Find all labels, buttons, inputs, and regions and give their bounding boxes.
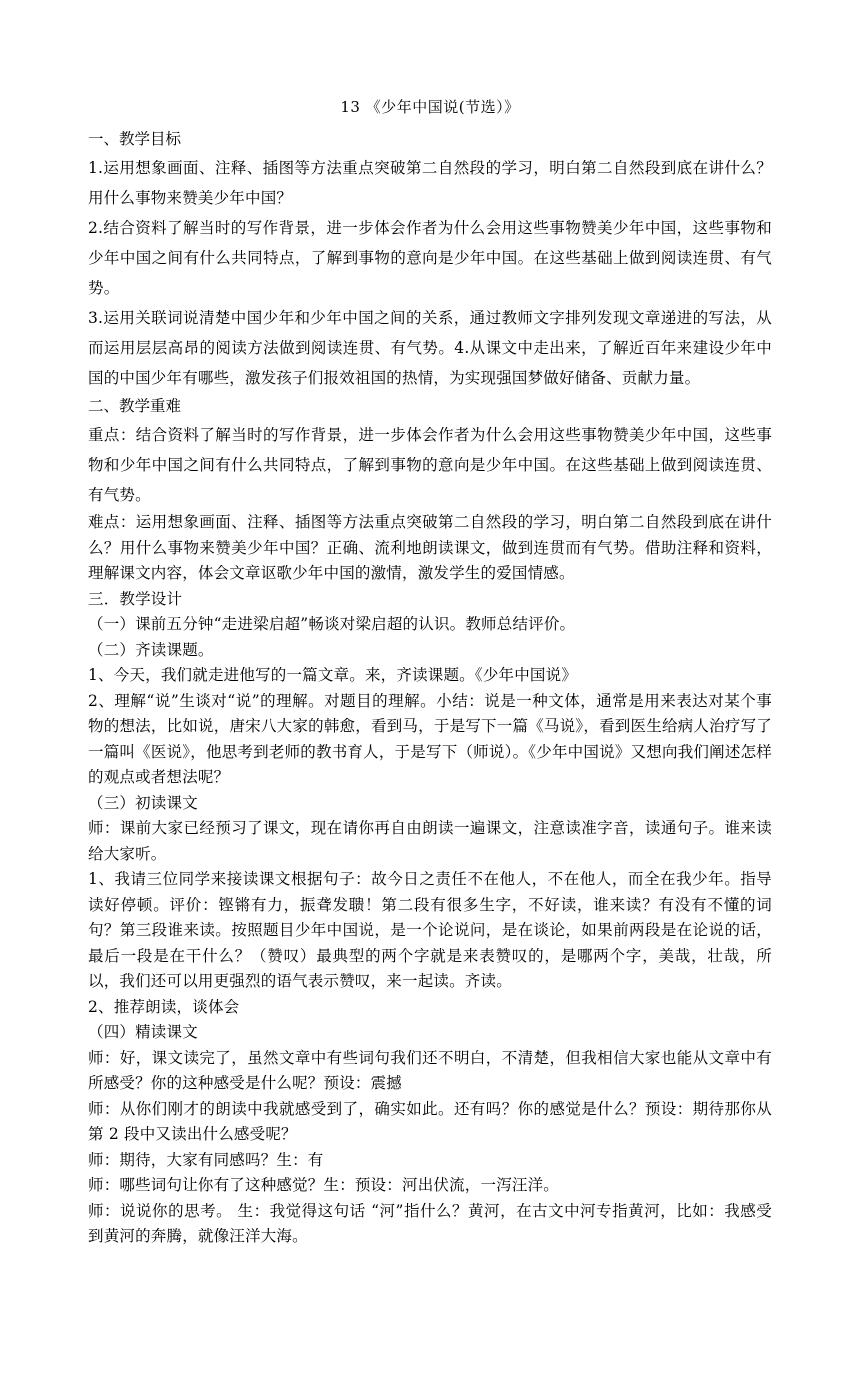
goal-paragraph-1: 1.运用想象画面、注释、插图等方法重点突破第二自然段的学习，明白第二自然段到底在讲什么？用什么事物来赞美少年中国？ xyxy=(88,159,772,207)
goal-paragraph-2: 2.结合资料了解当时的写作背景，进一步体会作者为什么会用这些事物赞美少年中国，这些事物和少年中国之间有什么共同特点，了解到事物的意向是少年中国。在这些基础上做到阅读连贯、有气势。 xyxy=(88,219,772,297)
section-heading-design: 三．教学设计 xyxy=(88,589,183,608)
design-step-3: （三）初读课文 xyxy=(88,793,198,812)
design-step-2: （二）齐读课题。 xyxy=(88,640,214,659)
design-paragraph: 师：从你们刚才的朗读中我就感受到了，确实如此。还有吗？你的感觉是什么？预设：期待那你从第 2 段中又读出什么感受呢？ xyxy=(88,1099,772,1143)
design-paragraph: 2、理解“说”生谈对“说”的理解。对题目的理解。小结：说是一种文体，通常是用来表达对某个事物的想法，比如说，唐宋八大家的韩愈，看到马，于是写下一篇《马说》，看到医生给病人治疗写了一篇叫《医说》，他思考到老师的教书育人，于是写下（师说）。《少年中国说》又想向我们阐述怎样的观点或者想法呢？ xyxy=(88,691,772,786)
design-paragraph: 1、今天，我们就走进他写的一篇文章。来，齐读课题。《少年中国说》 xyxy=(88,666,578,684)
design-paragraph: 师：好，课文读完了，虽然文章中有些词句我们还不明白，不清楚，但我相信大家也能从文章中有所感受？你的这种感受是什么呢？预设：震撼 xyxy=(88,1048,772,1092)
page-title: 13 《少年中国说(节选）》 xyxy=(340,98,520,116)
design-step-4: （四）精读课文 xyxy=(88,1023,198,1041)
design-paragraph: 1、我请三位同学来接读课文根据句子：故今日之责任不在他人，不在他人，而全在我少年。指导读好停顿。评价：铿锵有力，振聋发聩！第二段有很多生字，不好读，谁来读？有没有不懂的词句？第三段谁来读。按照题目少年中国说，是一个论说问，是在谈论，如果前两段是在论说的话，最后一段是在干什么？（赞叹）最典型的两个字就是来表赞叹的，是哪两个字，美哉，壮哉，所以，我们还可以用更强烈的语气表示赞叹，来一起读。齐读。 xyxy=(88,870,772,990)
goal-paragraph-3: 3.运用关联词说清楚中国少年和少年中国之间的关系，通过教师文字排列发现文章递进的写法，从而运用层层高昂的阅读方法做到阅读连贯、有气势。4.从课文中走出来，了解近百年来建设少年中国的中国少年有哪些，激发孩子们报效祖国的热情，为实现强国梦做好储备、贡献力量。 xyxy=(88,309,772,387)
design-step-1: （一）课前五分钟“走进梁启超”畅谈对梁启超的认识。教师总结评价。 xyxy=(88,615,576,633)
design-paragraph: 师：期待，大家有同感吗？生：有 xyxy=(88,1150,324,1169)
design-paragraph: 师：课前大家已经预习了课文，现在请你再自由朗读一遍课文，注意读准字音，读通句子。谁来读给大家听。 xyxy=(88,819,772,863)
section-heading-goals: 一、教学目标 xyxy=(88,130,182,148)
difficulty-paragraph: 难点：运用想象画面、注释、插图等方法重点突破第二自然段的学习，明白第二自然段到底在讲什么？用什么事物来赞美少年中国？正确、流利地朗读课文，做到连贯而有气势。借助注释和资料，理解课文内容，体会文章讴歌少年中国的激情，激发学生的爱国情感。 xyxy=(88,513,772,582)
document-page xyxy=(88,96,772,1250)
design-paragraph: 2、推荐朗读，谈体会 xyxy=(88,997,240,1016)
key-point-paragraph: 重点：结合资料了解当时的写作背景，进一步体会作者为什么会用这些事物赞美少年中国，这些事物和少年中国之间有什么共同特点，了解到事物的意向是少年中国。在这些基础上做到阅读连贯、有气势。 xyxy=(88,426,772,504)
design-paragraph: 师：说说你的思考。 生：我觉得这句话 “河”指什么？黄河，在古文中河专指黄河，比如：我感受到黄河的奔腾，就像汪洋大海。 xyxy=(88,1201,772,1245)
section-heading-key-points: 二、教学重难 xyxy=(88,397,182,415)
design-paragraph: 师：哪些词句让你有了这种感觉？生：预设：河出伏流，一泻汪洋。 xyxy=(88,1176,560,1194)
